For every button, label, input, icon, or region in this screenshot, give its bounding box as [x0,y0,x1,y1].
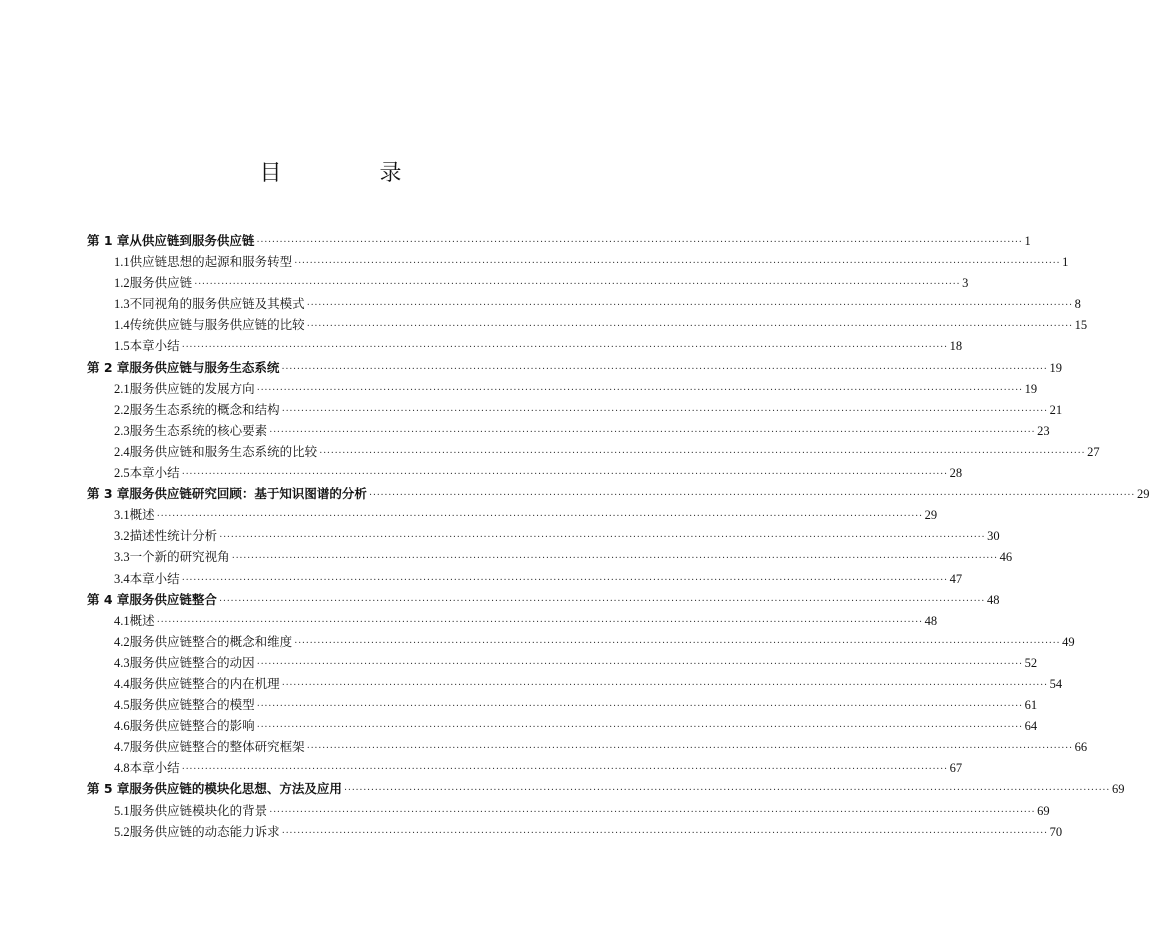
page-number: 49 [1062,634,1075,649]
page-number: 48 [924,613,938,628]
page-number: 29 [1136,487,1149,502]
section-number: 2.5 [114,466,130,481]
section-title: 本章小结 [129,760,180,776]
section-title: 本章小结 [129,465,180,481]
section-title: 服务供应链整合的内在机理 [129,675,280,691]
section-title: 传统供应链与服务供应链的比较 [129,317,305,333]
dot-leader: ········································································································································································································ [306,300,1073,312]
dot-leader: ········································································································································································································ [156,511,923,523]
page-number: 19 [1024,381,1038,396]
toc-section-entry[interactable] [87,273,969,294]
chapter-title: 从供应链到服务供应链 [129,233,255,248]
dot-leader: ········································································································································································································ [281,405,1048,417]
section-number: 4.3 [114,655,130,670]
section-number: 3.4 [114,571,130,586]
dot-leader: ········································································································································································································ [269,426,1036,438]
toc-section-entry[interactable] [87,505,938,526]
section-title: 服务供应链整合的影响 [129,718,255,734]
page-number: 30 [987,529,1000,544]
dot-leader: ········································································································································································································ [281,679,1048,691]
page-number: 8 [1074,297,1081,312]
toc-section-entry[interactable] [87,758,963,779]
toc-section-entry[interactable] [87,294,1081,315]
toc-section-entry[interactable] [87,653,1038,674]
chapter-number: 第 3 章 [87,486,130,502]
section-title: 服务供应链和服务生态系统的比较 [129,443,318,459]
dot-leader: ········································································································································································································ [256,722,1023,734]
dot-leader: ········································································································································································································ [231,553,998,565]
dot-leader: ········································································································································································································ [256,384,1023,396]
section-title: 本章小结 [129,570,180,586]
page-title: 目 录 [259,161,440,186]
toc-section-entry[interactable] [87,632,1075,653]
section-number: 1.2 [114,276,130,291]
page-number: 69 [1111,782,1125,797]
section-number: 4.8 [114,761,130,776]
section-number: 5.1 [114,803,130,818]
chapter-number: 第 2 章 [87,359,130,375]
page-number: 46 [999,550,1013,565]
dot-leader: ········································································································································································································ [294,258,1061,270]
section-title: 服务生态系统的概念和结构 [129,401,280,417]
toc-chapter-entry[interactable] [87,358,1062,379]
dot-leader: ········································································································································································································ [181,574,948,586]
toc-section-entry[interactable] [87,569,963,590]
section-title: 一个新的研究视角 [129,549,230,565]
page-number: 3 [962,276,969,291]
section-title: 服务供应链的动态能力诉求 [129,823,280,839]
dot-leader: ········································································································································································································ [181,469,948,481]
page-number: 23 [1037,423,1050,438]
section-number: 4.5 [114,698,130,713]
page-number: 61 [1024,698,1038,713]
page-number: 27 [1087,444,1100,459]
dot-leader: ········································································································································································································ [343,785,1110,797]
page-number: 28 [949,466,963,481]
toc-chapter-entry[interactable] [87,779,1125,800]
dot-leader: ········································································································································································································ [306,321,1073,333]
toc-section-entry[interactable] [87,379,1038,400]
section-title: 服务供应链的发展方向 [129,380,255,396]
section-number: 3.2 [114,529,130,544]
dot-leader: ········································································································································································································ [281,827,1048,839]
page-number: 52 [1024,655,1038,670]
section-number: 2.4 [114,444,130,459]
section-title: 不同视角的服务供应链及其模式 [129,296,305,312]
toc-section-entry[interactable] [87,547,1013,568]
chapter-title: 服务供应链的模块化思想、方法及应用 [129,781,342,797]
dot-leader: ········································································································································································································ [219,532,986,544]
section-number: 3.3 [114,550,130,565]
toc-section-entry[interactable] [87,442,1100,463]
section-number: 4.6 [114,719,130,734]
page-number: 70 [1049,824,1063,839]
toc-section-entry[interactable] [87,674,1063,695]
section-title: 本章小结 [129,338,180,354]
page-number: 48 [986,592,1000,607]
page-number: 47 [949,571,963,586]
page-number: 1 [1024,234,1031,248]
toc-section-entry[interactable] [87,252,1069,273]
page-number: 69 [1037,803,1050,818]
toc-section-entry[interactable] [87,400,1063,421]
dot-leader: ········································································································································································································ [218,595,985,607]
page-number: 54 [1049,676,1063,691]
section-title: 服务供应链整合的模型 [129,697,255,713]
toc-section-entry[interactable] [87,336,963,357]
chapter-title: 服务供应链整合 [129,591,217,607]
table-of-contents [87,231,1149,843]
page-number: 19 [1049,360,1062,375]
toc-section-entry[interactable] [87,801,1050,822]
section-number: 3.1 [114,508,130,523]
toc-chapter-entry[interactable] [87,590,1000,611]
dot-leader: ········································································································································································································ [269,806,1036,818]
dot-leader: ········································································································································································································ [368,490,1135,502]
section-title: 服务供应链 [129,275,193,291]
chapter-number: 第 5 章 [87,781,130,797]
page-number: 15 [1074,318,1088,333]
dot-leader: ········································································································································································································ [181,342,948,354]
dot-leader: ········································································································································································································ [181,764,948,776]
section-title: 服务供应链整合的概念和维度 [129,633,293,649]
toc-section-entry[interactable] [87,463,963,484]
dot-leader: ········································································································································································································ [194,279,961,291]
section-number: 4.2 [114,634,130,649]
section-title: 描述性统计分析 [129,528,218,544]
section-number: 2.1 [114,381,130,396]
section-title: 服务生态系统的核心要素 [129,422,268,438]
section-number: 2.3 [114,423,130,438]
dot-leader: ········································································································································································································ [256,658,1023,670]
section-number: 4.1 [114,613,130,628]
toc-section-entry[interactable] [87,421,1050,442]
dot-leader: ········································································································································································································ [256,237,1023,248]
toc-section-entry[interactable] [87,822,1063,843]
section-number: 1.5 [114,339,130,354]
chapter-title: 服务供应链与服务生态系统 [129,359,280,375]
section-number: 1.4 [114,318,130,333]
section-number: 1.3 [114,297,130,312]
page-number: 66 [1074,740,1088,755]
page-number: 18 [949,339,963,354]
dot-leader: ········································································································································································································ [256,701,1023,713]
section-title: 服务供应链整合的整体研究框架 [129,739,305,755]
dot-leader: ········································································································································································································ [319,447,1086,459]
section-title: 概述 [129,507,155,523]
toc-section-entry[interactable] [87,526,1000,547]
page-number: 29 [924,508,938,523]
chapter-number: 第 1 章 [87,233,130,248]
dot-leader: ········································································································································································································ [156,616,923,628]
dot-leader: ········································································································································································································ [281,363,1048,375]
section-number: 4.4 [114,676,130,691]
section-number: 5.2 [114,824,130,839]
toc-chapter-entry[interactable] [87,231,1031,252]
section-title: 供应链思想的起源和服务转型 [129,254,293,270]
dot-leader: ········································································································································································································ [294,637,1061,649]
section-title: 服务供应链整合的动因 [129,654,255,670]
chapter-number: 第 4 章 [87,591,130,607]
section-title: 服务供应链模块化的背景 [129,802,268,818]
toc-section-entry[interactable] [87,716,1038,737]
toc-section-entry[interactable] [87,737,1088,758]
section-number: 4.7 [114,740,130,755]
page-number: 64 [1024,719,1038,734]
section-number: 2.2 [114,402,130,417]
toc-section-entry[interactable] [87,695,1038,716]
page-number: 21 [1049,402,1063,417]
page-number: 67 [949,761,963,776]
section-number: 1.1 [114,255,130,270]
page-number: 1 [1062,255,1069,270]
toc-section-entry[interactable] [87,315,1088,336]
section-title: 概述 [129,612,155,628]
chapter-title: 服务供应链研究回顾：基于知识图谱的分析 [129,486,367,502]
toc-chapter-entry[interactable] [87,484,1149,505]
toc-section-entry[interactable] [87,611,938,632]
dot-leader: ········································································································································································································ [306,743,1073,755]
